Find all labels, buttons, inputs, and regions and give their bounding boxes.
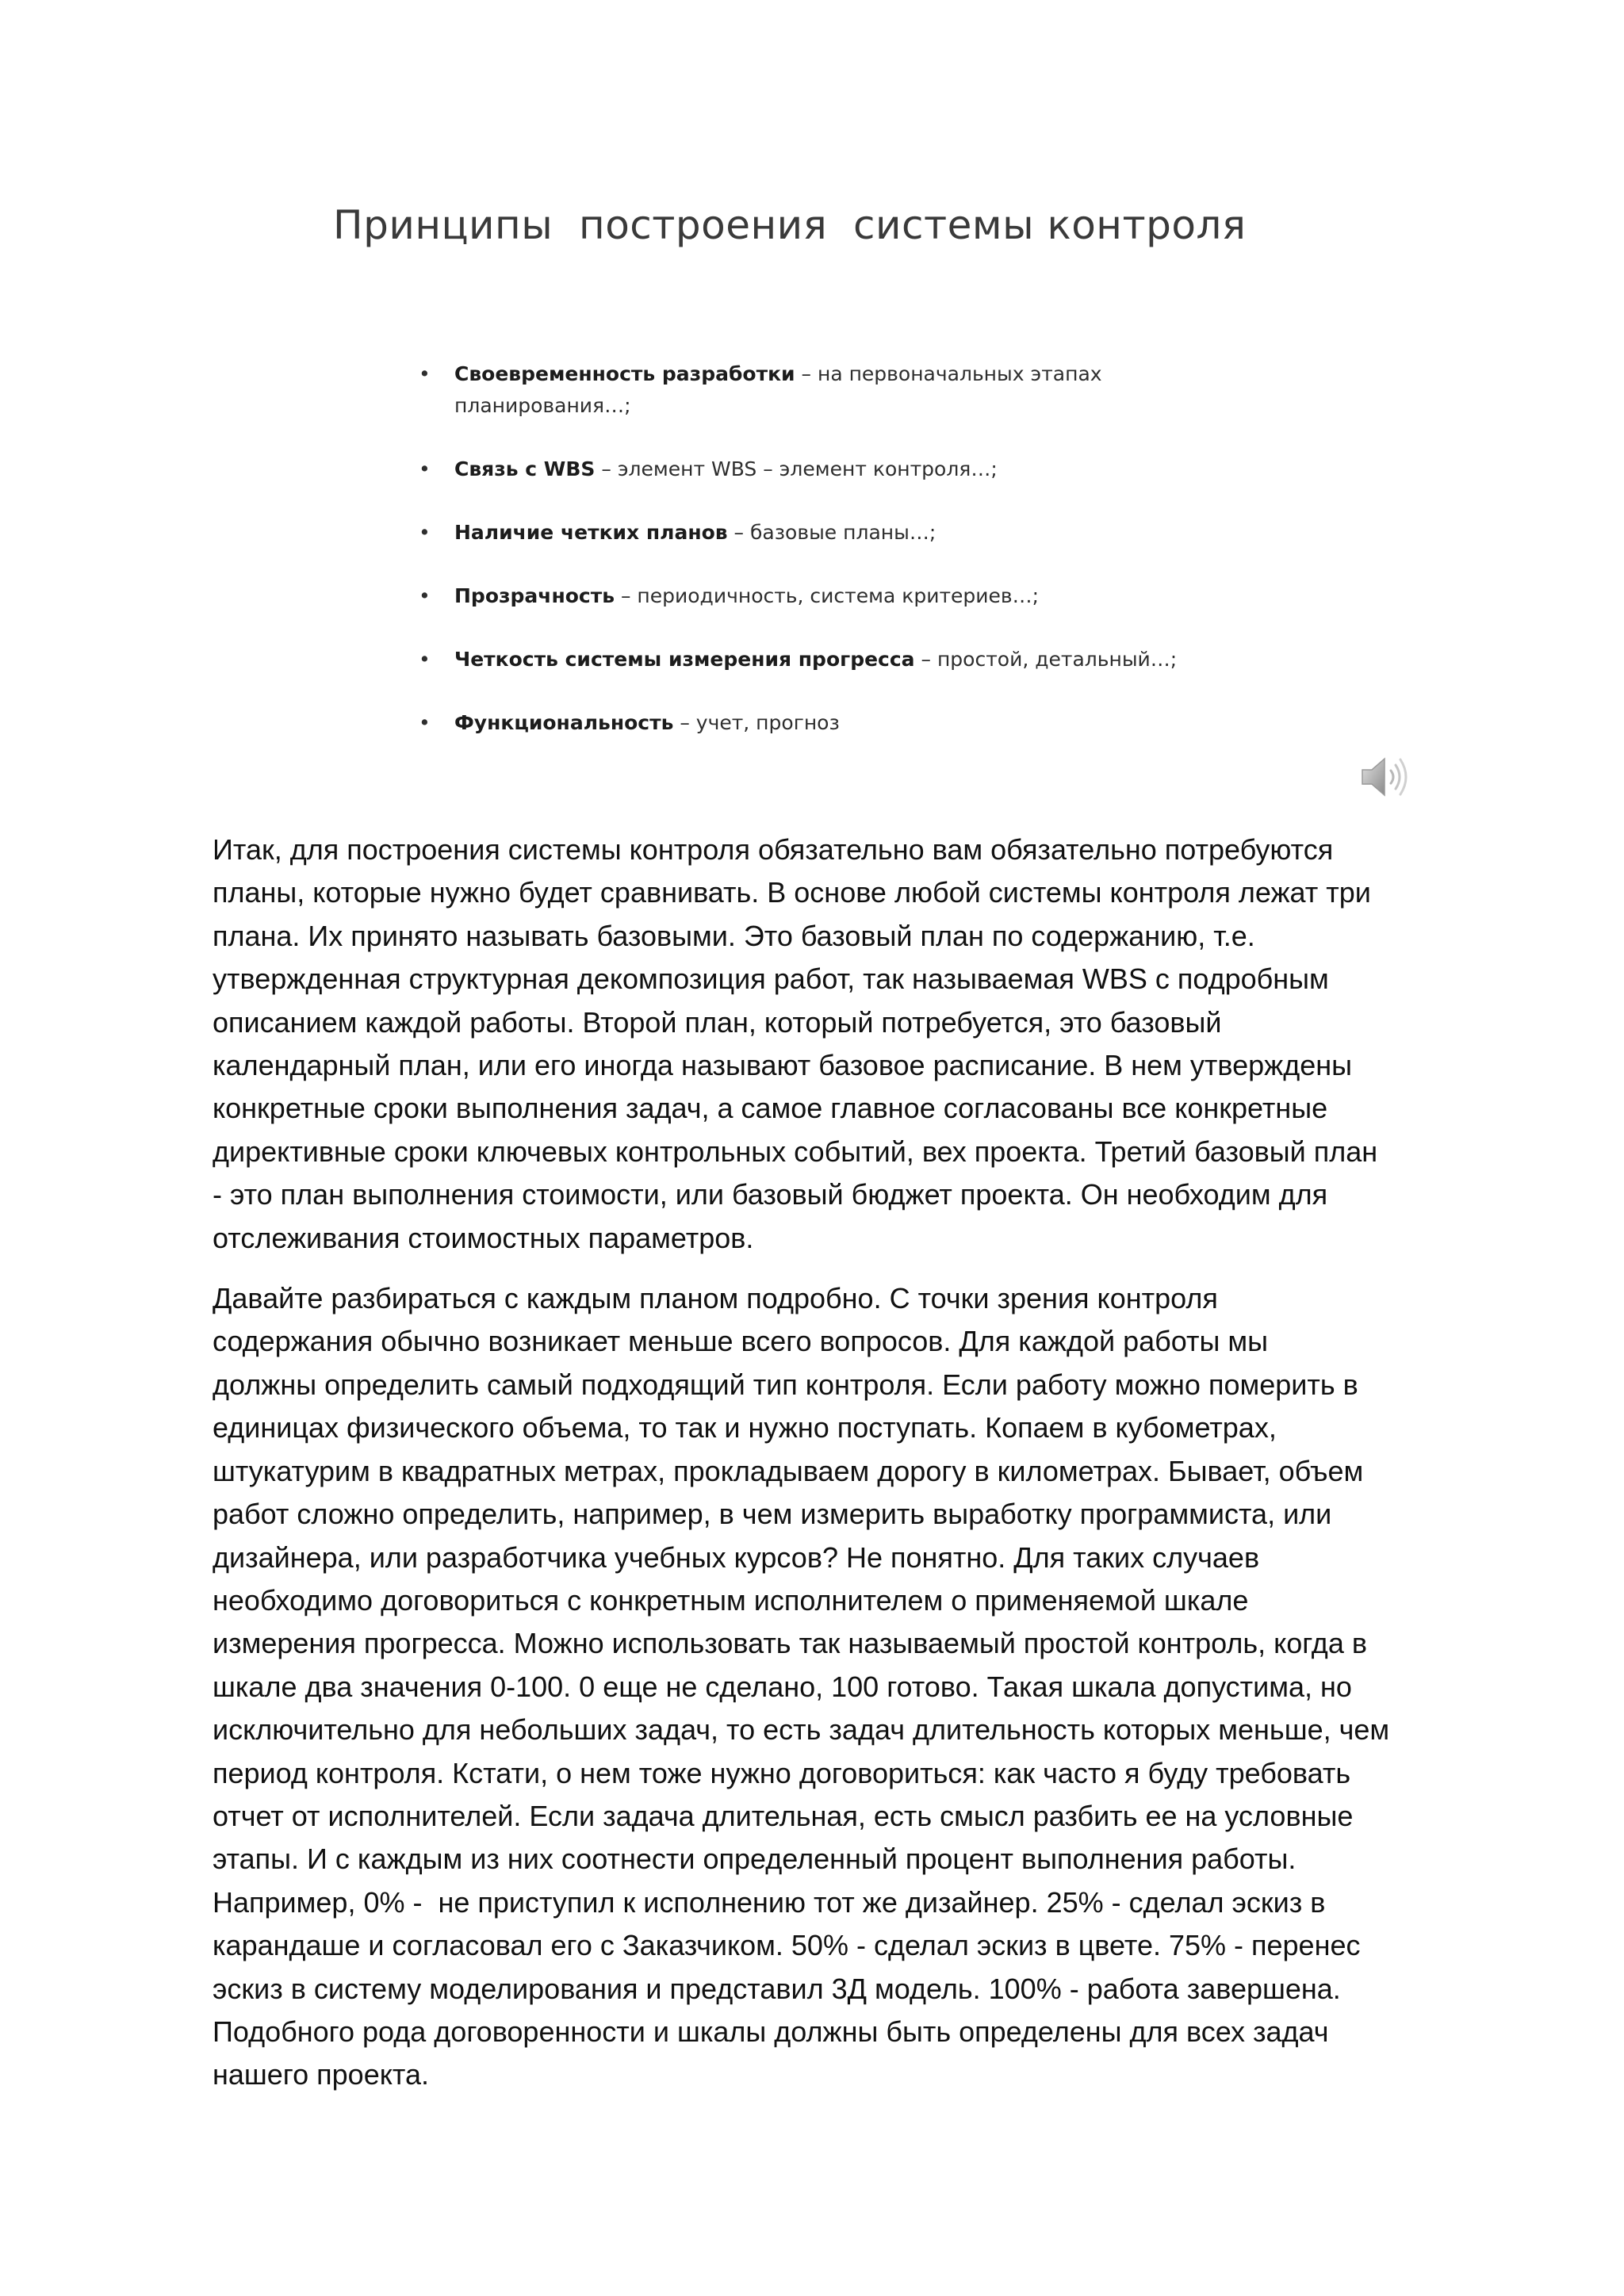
speaker-icon[interactable] — [1358, 749, 1413, 805]
slide-image — [0, 0, 1624, 825]
bullet-text: – периодичность, система критериев…; — [615, 584, 1040, 607]
bullet-term: Прозрачность — [454, 584, 615, 607]
slide-bullet-item — [419, 580, 1212, 612]
bullet-dot: • — [419, 584, 431, 607]
bullet-dot: • — [419, 648, 431, 671]
bullet-dot: • — [419, 362, 431, 385]
bullet-text: – элемент WBS – элемент контроля…; — [595, 457, 998, 480]
bullet-dot: • — [419, 711, 431, 734]
slide-bullet-item — [419, 517, 1212, 549]
bullet-text: – базовые планы…; — [727, 521, 936, 544]
slide-bullet-item — [419, 358, 1212, 422]
slide-bullet-item — [419, 644, 1212, 675]
slide-bullet-list — [419, 358, 1212, 771]
slide-bullet-item — [419, 707, 1212, 739]
bullet-text: – учет, прогноз — [673, 711, 840, 734]
paragraph: Давайте разбираться с каждым планом подробно. С точки зрения контроля содержания обычно возникает меньше всего вопросов. Для каждой работы мы должны определить самый подходящий тип контроля. Если работу можно померить в единицах физического объема, то так и нужно поступать. Копаем в кубометрах, штукатурим в квадратных метрах, прокладываем дорогу в километрах. Бывает, объем работ сложно определить, например, в чем измерить выработку программиста, или дизайнера, или разработчика учебных курсов? Не понятно. Для таких случаев необходимо договориться с конкретным исполнителем о применяемой шкале измерения прогресса. Можно использовать так называемый простой контроль, когда в шкале два значения 0-100. 0 еще не сделано, 100 готово. Такая шкала допустима, но исключительно для небольших задач, то есть задач длительность которых меньше, чем период контроля. Кстати, о нем тоже нужно договориться: как часто я буду требовать отчет от исполнителей. Если задача длительная, есть смысл разбить ее на условные этапы. И с каждым из них соотнести определенный процент выполнения работы. Например, 0% - не приступил к исполнению тот же дизайнер. 25% - сделал эскиз в карандаше и согласовал его с Заказчиком. 50% - сделал эскиз в цвете. 75% - перенес эскиз в систему моделирования и представил 3Д модель. 100% - работа завершена. Подобного рода договоренности и шкалы должны быть определены для всех задач нашего проекта. — [213, 1282, 1390, 2091]
paragraph: Итак, для построения системы контроля обязательно вам обязательно потребуются планы, которые нужно будет сравнивать. В основе любой системы контроля лежат три плана. Их принято называть базовыми. Это базовый план по содержанию, т.е. утвержденная структурная декомпозиция работ, так называемая WBS с подробным описанием каждой работы. Второй план, который потребуется, это базовый календарный план, или его иногда называют базовое расписание. В нем утверждены конкретные сроки выполнения задач, а самое главное согласованы все конкретные директивные сроки ключевых контрольных событий, вех проекта. Третий базовый план - это план выполнения стоимости, или базовый бюджет проекта. Он необходим для отслеживания стоимостных параметров. — [213, 833, 1378, 1254]
bullet-dot: • — [419, 521, 431, 544]
bullet-term: Функциональность — [454, 711, 674, 734]
bullet-text: – на первоначальных этапах — [795, 362, 1102, 385]
bullet-text-continuation: планирования…; — [454, 394, 631, 417]
bullet-text: – простой, детальный…; — [914, 648, 1178, 671]
document-body — [213, 828, 1450, 2114]
bullet-term: Четкость системы измерения прогресса — [454, 648, 915, 671]
bullet-dot: • — [419, 457, 431, 480]
bullet-term: Своевременность разработки — [454, 362, 795, 385]
slide-bullet-item — [419, 453, 1212, 485]
slide-title: Принципы построения системы контроля — [333, 202, 1247, 248]
bullet-term: Наличие четких планов — [454, 521, 728, 544]
bullet-term: Связь с WBS — [454, 457, 596, 480]
